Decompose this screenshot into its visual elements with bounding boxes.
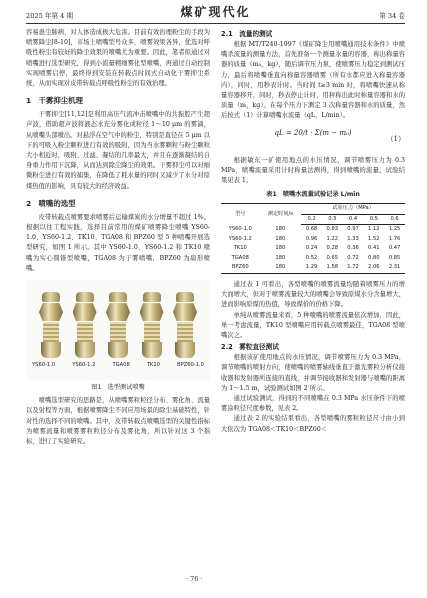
issue-label: 2025 年第 4 期 [26, 12, 74, 20]
table-cell: 0.83 [326, 226, 339, 233]
table-cell: 0.36 [347, 245, 359, 252]
section-1-heading: 1 干雾抑尘机理 [26, 96, 83, 106]
col-header-model: 型号 [221, 204, 260, 225]
table-cell: 0.28 [326, 245, 339, 252]
section-2-1-heading: 2.1 流量的测试 [221, 30, 273, 38]
nozzle-figure [26, 280, 210, 380]
selection-paragraph: 皮带转载点喷雾要求喷雾后运输煤炭的水分增量不超过 1%。根据以往工程实践，选择目前常用的煤矿喷雾降尘喷嘴 YS60-1.0、YS60-1.2、TK10、TGA08 和 BPZ60 型 5 种喷嘴开展选型研究，如图 1 所示。其中 YS60-1.0、YS60-1.2 和 TK10 喷嘴为实心圆锥型喷嘴，TGA08 为干雾喷嘴，BPZ60 为扇形喷嘴。 [26, 213, 210, 272]
table-cell: 0.41 [368, 245, 380, 252]
flow-test-paragraph: 根据敏东一矿使用地点的水压情况，调节喷雾压力为 0.3 MPa，喷嘴流量采用计时称量法测得，得到喷嘴的流量，试验结果见表 1。 [221, 156, 405, 185]
table-cell: 0.96 [305, 235, 318, 242]
nozzle-image [38, 290, 64, 360]
table-cell: 0.85 [388, 254, 401, 261]
table-caption: 表1 喷嘴水流量试验记录 L/min [266, 191, 360, 199]
pressure-header: 0.4 [343, 214, 364, 225]
table-cell: 1.76 [388, 235, 401, 242]
nozzle-label: YS60-1.2 [72, 362, 96, 369]
page-header [26, 7, 405, 23]
figure-caption: 图1 选型测试喷嘴 [91, 384, 145, 392]
table-cell: 180 [275, 245, 286, 252]
mechanism-paragraph: 干雾抑尘[11,12]是利用高压气流冲击喷嘴中的共振腔产生超声波，借助超声波将液态水充分雾化成粒径 1～10 μm 的雾滴，从喷嘴头部喷出。对悬浮在空气中的粉尘，特别是直径在 5 μm 以下的可吸入粉尘颗粒进行有效的吸附，因为当水雾颗粒与粉尘颗粒大小相近时，吸附、过滤、凝结的几率最大，并且在逐渐凝结的自身重力作用下沉降，从而达到除尘降尘的效果。干雾抑尘可以对细微粉尘进行有效的捕集，在降低了耗水量的同时又减少了水分对原煤热值的影响，具有较大的经济效益。 [26, 111, 210, 190]
nozzle-label: TK10 [146, 362, 160, 369]
table-cell: 1.22 [326, 235, 339, 242]
flow-result-paragraph: 通过表 1 可看出，各型喷嘴的喷雾流量均随着喷雾压力的增大而增大，但对于喷雾流量较大的喷嘴会导致原煤水分含量增大，进而影响原煤的热值，导致煤价的价格下降。 [221, 280, 405, 309]
table-cell: 180 [275, 254, 286, 261]
flow-method-paragraph: 根据 MT/T240-1997《煤矿降尘用喷嘴通用技术条件》中喷嘴杀流量的测量方法，首先准备一个测量水量的容器，称出称量容器的质量（m₀，kg），随后调节压力泵，使喷雾压力稳定到测试压力，最后将喷嘴垂直向称量容器喷雾（所有水都应进入称量容器内），同时，用秒表计时。当时间 t≥3 min 时，将喷嘴快速从称量容器移开，同时，秒表停止计时，用秤称出此时称量容器和水的质量（m，kg）。在每个压力下测定 3 次称量容器和水的质量，然后按式（1）计算喷嘴水流量（qL，L/min）。 [221, 41, 405, 120]
table-cell: 0.24 [305, 245, 318, 252]
table-cell: BPZ60 [221, 263, 260, 273]
pressure-header: 0.6 [384, 214, 405, 225]
page-number: · 76 · [186, 575, 203, 583]
table-cell: TGA08 [231, 254, 249, 261]
equation-number: （1） [386, 134, 405, 143]
pressure-header: 0.3 [322, 214, 343, 225]
table-row [221, 225, 405, 235]
nozzle-labels [32, 360, 204, 370]
table-cell: 1.12 [368, 226, 380, 233]
table-cell: TK10 [233, 245, 247, 252]
table-cell: 1.33 [347, 235, 359, 242]
table-row [221, 263, 405, 273]
nozzle-label: YS60-1.0 [32, 362, 56, 369]
table-cell: 1.72 [343, 263, 364, 273]
journal-title: 煤矿现代化 [180, 5, 251, 19]
pressure-header: 0.5 [363, 214, 384, 225]
table-cell: 180 [260, 263, 302, 273]
header-rule [26, 23, 405, 24]
table-row [221, 244, 405, 254]
table-cell: 2.31 [384, 263, 405, 273]
nozzle-image [105, 290, 131, 360]
flow-table [221, 203, 405, 274]
table-cell: 1.52 [368, 235, 380, 242]
table-cell: 180 [275, 226, 286, 233]
flow-conclusion-paragraph: 单纯从喷雾流量来看，5 种喷嘴的喷雾流量依次增加，因此，单一考虑流量，TK10 型喷嘴应用转载点喷雾最佳，TGA08 型喷嘴次之。 [221, 311, 405, 339]
table-cell: 0.47 [388, 245, 401, 252]
table-cell: 0.65 [326, 254, 339, 261]
table-cell: 0.68 [305, 226, 318, 233]
nozzle-photos [38, 286, 198, 360]
col-header-pressure: 试验压力（MPa） [301, 204, 405, 215]
droplet-result-paragraph: 通过表 2 的实验结果看出，各型喷嘴的雾粒粒径尺寸由小到大依次为 TGA08＜TK10＜BPZ60＜ [221, 415, 405, 433]
table-cell: 2.06 [363, 263, 384, 273]
nozzle-image [72, 290, 98, 360]
pressure-header: 0.2 [301, 214, 322, 225]
table-cell: 1.58 [322, 263, 343, 273]
nozzle-image [139, 290, 165, 360]
nozzle-image [172, 290, 198, 360]
nozzle-label: TGA08 [112, 362, 130, 369]
droplet-method-paragraph: 根据该矿使用地点的水压情况，调节喷雾压力为 0.3 MPa，调节喷嘴的喷射方向，使喷嘴的喷雾轴线垂直于激光雾粒分析仪接收器和发射器所连接的直线，并调节接收器和发射器与喷嘴的距离为 1～1.5 m，试验测试如图 2 所示。 [221, 354, 405, 392]
table-cell: 1.25 [388, 226, 401, 233]
equation-body: qL = 20/t · Σ(m − m₀) [274, 128, 352, 137]
section-2-heading: 2 喷嘴的选型 [26, 198, 76, 208]
equation-1 [221, 128, 405, 150]
table-cell: YS60-1.2 [228, 235, 252, 242]
approach-paragraph: 喷嘴选型研究的思路是，从喷嘴雾粒粒径分布、雾化角、流量以及射程等方面，根据喷雾降尘不同应用场景的除尘基础特性，针对性的选择不同的喷嘴。其中，皮带转载点喷嘴选型的关键性指标为喷雾流量和喷雾雾粒粒径分布及雾化角，所以针对这 3 个指标，进行了实验研究。 [26, 397, 210, 446]
table-cell: 180 [275, 235, 286, 242]
table-cell: 0.72 [347, 254, 359, 261]
intro-paragraph: 容易患尘肺病，对人体造成极大危害。目前有效治理粉尘的手段为喷雾降尘[8-10]，市场上喷嘴型号众多，喷雾效果各异，优选对呼吸性粉尘有较好的降尘效果的喷嘴尤为重要。因此，笔者拟通过对喷嘴进行选型研究，得到小流量精细雾化型喷嘴，再通过自动控制实现喷雾启停，最终得到安装在转载点时间式自动化干雾抑尘系统，从而实现对皮带转载点呼吸性粉尘的有效治理。 [26, 29, 210, 88]
col-header-time: 测定时间/s [260, 204, 302, 225]
table-cell: YS60-1.0 [228, 226, 252, 233]
right-column [221, 28, 405, 435]
table-cell: 0.80 [368, 254, 380, 261]
table-row [221, 235, 405, 245]
volume-label: 第 34 卷 [379, 12, 405, 20]
table-row [221, 254, 405, 264]
left-column [26, 28, 210, 447]
table-cell: 1.29 [301, 263, 322, 273]
section-2-2-heading: 2.2 雾粒直径测试 [221, 343, 279, 352]
table-cell: 0.97 [347, 226, 359, 233]
droplet-test-paragraph: 通过试验测试，得到的不同喷嘴在 0.3 MPa 水压条件下的喷雾涂粒径尺度参数，见表 2。 [221, 394, 405, 413]
nozzle-label: BPZ60-1.0 [177, 362, 204, 369]
table-cell: 0.52 [305, 254, 318, 261]
